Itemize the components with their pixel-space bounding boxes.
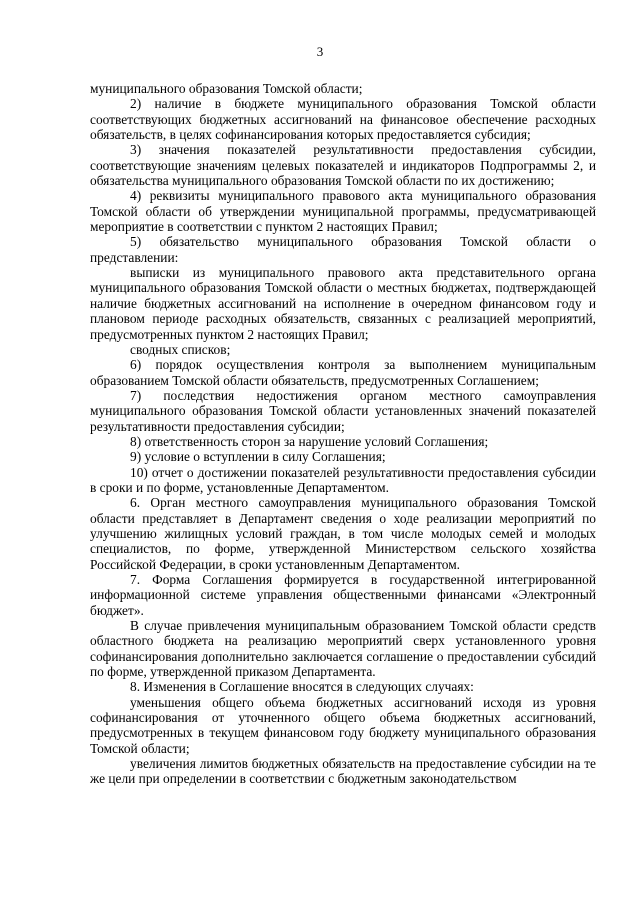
paragraph: 6. Орган местного самоуправления муниципального образования Томской области представляет в Департамент сведения о ходе реализации мероприятий по улучшению жилищных условий граждан, в том числе молодых семей и молодых специалистов, по форме, утвержденной Министерством сельского хозяйства Российской Федерации, в сроки установленным Департаментом. (90, 495, 596, 572)
paragraph: выписки из муниципального правового акта представительного органа муниципального образования Томской области о местных бюджетах, подтверждающей наличие бюджетных ассигнований на исполнение в очередном финансовом году и плановом периоде расходных обязательств, связанных с реализацией мероприятий, предусмотренных пунктом 2 настоящих Правил; (90, 265, 596, 342)
paragraph: муниципального образования Томской области; (90, 81, 363, 96)
paragraph: 7. Форма Соглашения формируется в государственной интегрированной информационной системе управления общественными финансами «Электронный бюджет». (90, 572, 596, 618)
paragraph: увеличения лимитов бюджетных обязательств на предоставление субсидии на те же цели при определении в соответствии с бюджетным законодательством (90, 756, 596, 787)
page-number: 3 (316, 44, 324, 59)
paragraph: уменьшения общего объема бюджетных ассигнований исходя из уровня софинансирования от уточненного общего объема бюджетных ассигнований, предусмотренных в текущем финансовом году бюджету муниципального образования Томской области; (90, 694, 596, 756)
paragraph: 5) обязательство муниципального образования Томской области о представлении: (90, 234, 596, 265)
paragraph: 3) значения показателей результативности предоставления субсидии, соответствующие значениям целевых показателей и индикаторов Подпрограммы 2, и обязательства муниципального образования Томской области по их достижению; (90, 142, 596, 189)
paragraph: В случае привлечения муниципальным образованием Томской области средств областного бюджета на реализацию мероприятий сверх установленного уровня софинансирования дополнительно заключается соглашение о предоставлении субсидий по форме, утвержденной приказом Департамента. (90, 618, 596, 680)
paragraph: сводных списков; (130, 341, 231, 357)
paragraph: 6) порядок осуществления контроля за выполнением муниципальным образованием Томской области обязательств, предусмотренных Соглашением; (90, 357, 596, 388)
paragraph: 7) последствия недостижения органом местного самоуправления муниципального образования Томской области установленных значений показателей результативности предоставления субсидии; (90, 387, 596, 434)
document-body (90, 81, 596, 787)
paragraph: 9) условие о вступлении в силу Соглашения; (130, 449, 386, 465)
paragraph: 8) ответственность сторон за нарушение условий Соглашения; (130, 433, 489, 449)
paragraph: 2) наличие в бюджете муниципального образования Томской области соответствующих бюджетных ассигнований на финансовое обеспечение расходных обязательств, в целях софинансирования которых предоставляется субсидия; (90, 96, 596, 143)
paragraph: 8. Изменения в Соглашение вносятся в следующих случаях: (130, 679, 474, 695)
paragraph: 10) отчет о достижении показателей результативности предоставления субсидии в сроки и по форме, установленные Департаментом. (90, 464, 596, 495)
paragraph: 4) реквизиты муниципального правового акта муниципального образования Томской области об утверждении муниципальной программы, предусматривающей мероприятие в соответствии с пунктом 2 настоящих Правил; (90, 188, 596, 235)
